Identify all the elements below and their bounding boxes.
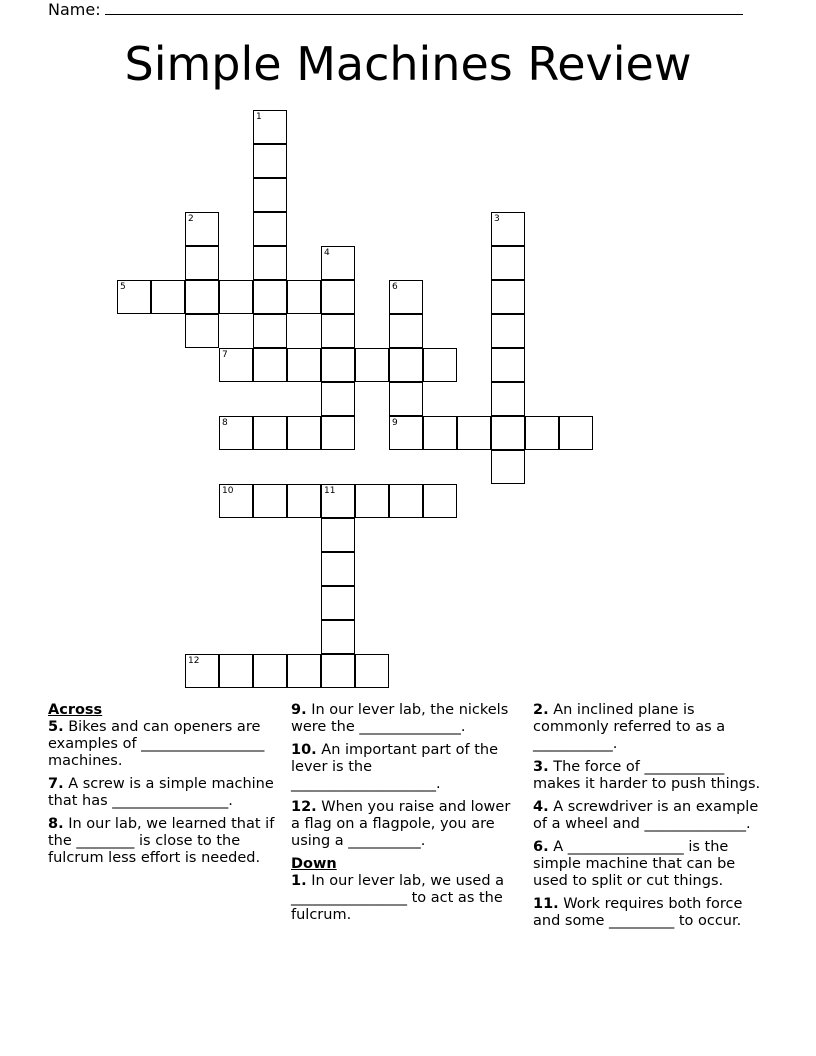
clues-column-2 bbox=[291, 702, 523, 930]
clue-number: 6 bbox=[392, 282, 398, 292]
grid-cell[interactable] bbox=[253, 314, 287, 348]
name-label: Name: bbox=[48, 0, 101, 19]
grid-cell[interactable] bbox=[389, 416, 423, 450]
across-heading: Across bbox=[48, 702, 103, 718]
clue-number: 12 bbox=[188, 656, 200, 666]
grid-cell[interactable] bbox=[321, 382, 355, 416]
grid-cell[interactable] bbox=[525, 416, 559, 450]
grid-cell[interactable] bbox=[253, 110, 287, 144]
grid-cell[interactable] bbox=[355, 348, 389, 382]
grid-cell[interactable] bbox=[355, 484, 389, 518]
grid-cell[interactable] bbox=[491, 314, 525, 348]
grid-cell[interactable] bbox=[321, 518, 355, 552]
grid-cell[interactable] bbox=[491, 280, 525, 314]
grid-cell[interactable] bbox=[253, 280, 287, 314]
clue-number: 4 bbox=[324, 248, 330, 258]
clue-across-12: 12. When you raise and lower a flag on a flagpole, you are using a __________. bbox=[291, 799, 511, 849]
grid-cell[interactable] bbox=[389, 484, 423, 518]
clue-number: 1 bbox=[256, 112, 262, 122]
clue-down-3: 3. The force of ___________ makes it harder to push things. bbox=[533, 759, 761, 792]
grid-cell[interactable] bbox=[321, 314, 355, 348]
clue-across-5: 5. Bikes and can openers are examples of _________________ machines. bbox=[48, 719, 265, 769]
clue-across-9: 9. In our lever lab, the nickels were the ______________. bbox=[291, 702, 509, 735]
grid-cell[interactable] bbox=[287, 280, 321, 314]
clue-number: 11 bbox=[324, 486, 336, 496]
grid-cell[interactable] bbox=[491, 212, 525, 246]
clue-number: 2 bbox=[188, 214, 194, 224]
grid-cell[interactable] bbox=[321, 586, 355, 620]
grid-cell[interactable] bbox=[389, 280, 423, 314]
grid-cell[interactable] bbox=[321, 654, 355, 688]
clue-number: 10 bbox=[222, 486, 234, 496]
grid-cell[interactable] bbox=[219, 654, 253, 688]
grid-cell[interactable] bbox=[117, 280, 151, 314]
grid-cell[interactable] bbox=[253, 416, 287, 450]
grid-cell[interactable] bbox=[253, 178, 287, 212]
clue-down-6: 6. A ________________ is the simple machine that can be used to split or cut things. bbox=[533, 839, 736, 889]
grid-cell[interactable] bbox=[185, 212, 219, 246]
grid-cell[interactable] bbox=[287, 654, 321, 688]
clue-down-11: 11. Work requires both force and some _________ to occur. bbox=[533, 896, 743, 929]
clue-number: 3 bbox=[494, 214, 500, 224]
grid-cell[interactable] bbox=[185, 246, 219, 280]
grid-cell[interactable] bbox=[491, 382, 525, 416]
clues-column-3 bbox=[533, 702, 765, 936]
grid-cell[interactable] bbox=[491, 450, 525, 484]
grid-cell[interactable] bbox=[185, 280, 219, 314]
grid-cell[interactable] bbox=[253, 246, 287, 280]
clue-number: 5 bbox=[120, 282, 126, 292]
clue-across-8: 8. In our lab, we learned that if the ________ is close to the fulcrum less effort is needed. bbox=[48, 816, 275, 866]
grid-cell[interactable] bbox=[321, 484, 355, 518]
grid-cell[interactable] bbox=[491, 246, 525, 280]
grid-cell[interactable] bbox=[423, 484, 457, 518]
page-title: Simple Machines Review bbox=[124, 37, 692, 91]
grid-cell[interactable] bbox=[219, 484, 253, 518]
grid-cell[interactable] bbox=[287, 416, 321, 450]
grid-cell[interactable] bbox=[253, 144, 287, 178]
grid-cell[interactable] bbox=[491, 416, 525, 450]
grid-cell[interactable] bbox=[355, 654, 389, 688]
grid-cell[interactable] bbox=[321, 552, 355, 586]
clue-number: 7 bbox=[222, 350, 228, 360]
clue-across-10: 10. An important part of the lever is the ____________________. bbox=[291, 742, 498, 792]
grid-cell[interactable] bbox=[253, 654, 287, 688]
grid-cell[interactable] bbox=[389, 314, 423, 348]
grid-cell[interactable] bbox=[321, 280, 355, 314]
grid-cell[interactable] bbox=[559, 416, 593, 450]
grid-cell[interactable] bbox=[287, 348, 321, 382]
grid-cell[interactable] bbox=[219, 348, 253, 382]
grid-cell[interactable] bbox=[219, 416, 253, 450]
grid-cell[interactable] bbox=[423, 348, 457, 382]
grid-cell[interactable] bbox=[389, 348, 423, 382]
clues-column-1 bbox=[48, 702, 280, 873]
clue-down-2: 2. An inclined plane is commonly referred to as a ___________. bbox=[533, 702, 726, 752]
grid-cell[interactable] bbox=[185, 314, 219, 348]
grid-cell[interactable] bbox=[389, 382, 423, 416]
grid-cell[interactable] bbox=[287, 484, 321, 518]
grid-cell[interactable] bbox=[321, 246, 355, 280]
grid-cell[interactable] bbox=[321, 348, 355, 382]
grid-cell[interactable] bbox=[321, 620, 355, 654]
grid-cell[interactable] bbox=[253, 484, 287, 518]
grid-cell[interactable] bbox=[457, 416, 491, 450]
clue-down-4: 4. A screwdriver is an example of a wheel and ______________. bbox=[533, 799, 759, 832]
grid-cell[interactable] bbox=[185, 654, 219, 688]
grid-cell[interactable] bbox=[151, 280, 185, 314]
grid-cell[interactable] bbox=[253, 212, 287, 246]
clue-down-1: 1. In our lever lab, we used a ________________ to act as the fulcrum. bbox=[291, 873, 505, 923]
clue-across-7: 7. A screw is a simple machine that has ________________. bbox=[48, 776, 274, 809]
down-heading: Down bbox=[291, 856, 337, 872]
grid-cell[interactable] bbox=[321, 416, 355, 450]
clue-number: 9 bbox=[392, 418, 398, 428]
clue-number: 8 bbox=[222, 418, 228, 428]
grid-cell[interactable] bbox=[219, 280, 253, 314]
grid-cell[interactable] bbox=[423, 416, 457, 450]
grid-cell[interactable] bbox=[253, 348, 287, 382]
grid-cell[interactable] bbox=[491, 348, 525, 382]
